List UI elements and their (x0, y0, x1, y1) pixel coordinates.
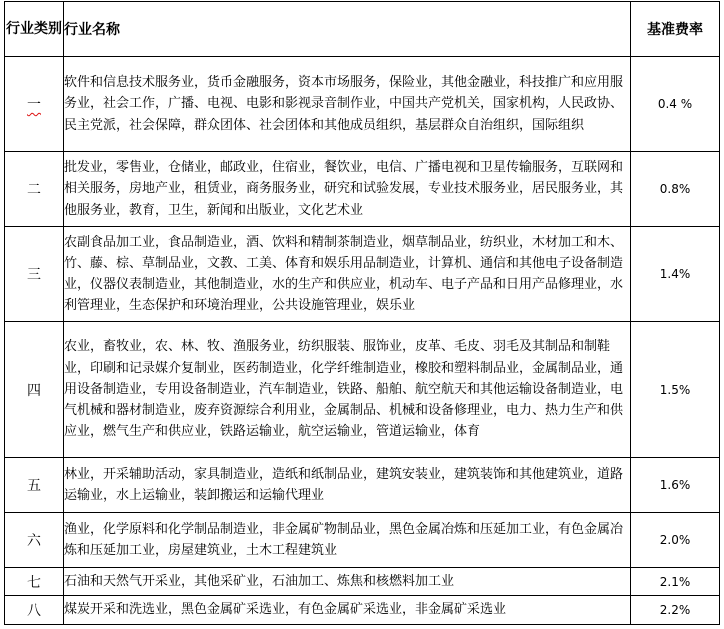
rate-value: 0.8% (659, 182, 691, 196)
rate-cell (631, 227, 720, 322)
category-cell (5, 152, 64, 227)
category-cell (5, 568, 64, 596)
category-label: 六 (27, 533, 41, 549)
industry-names-cell: 林业，开采辅助活动，家具制造业，造纸和纸制品业，建筑安装业，建筑装饰和其他建筑业，道路运输业，水上运输业，装卸搬运和运输代理业 (64, 458, 631, 513)
table-row (5, 152, 720, 227)
category-cell (5, 322, 64, 458)
industry-names-cell: 渔业，化学原料和化学制品制造业，非金属矿物制品业，黑色金属冶炼和压延加工业，有色金属冶炼和压延加工业，房屋建筑业，土木工程建筑业 (64, 513, 631, 568)
industry-names-cell: 石油和天然气开采业，其他采矿业，石油加工、炼焦和核燃料加工业 (64, 568, 631, 596)
rate-value: 1.6% (659, 478, 691, 492)
category-label: 四 (27, 382, 41, 399)
industry-names-cell: 煤炭开采和洗选业，黑色金属矿采选业，有色金属矿采选业，非金属矿采选业 (64, 596, 631, 625)
category-cell (5, 513, 64, 568)
header-industry-name: 行业名称 (64, 2, 631, 57)
rate-value: 0.4 % (657, 97, 693, 111)
table-row (5, 458, 720, 513)
rate-value: 1.4% (659, 267, 691, 281)
industry-names-cell: 批发业，零售业，仓储业，邮政业，住宿业，餐饮业，电信、广播电视和卫星传输服务，互联网和相关服务，房地产业，租赁业，商务服务业，研究和试验发展，专业技术服务业，居民服务业，其他服务业，教育，卫生，新闻和出版业，文化艺术业 (64, 152, 631, 227)
rate-value: 2.0% (659, 533, 691, 547)
rate-value: 2.1% (659, 574, 691, 589)
industry-names-cell: 农副食品加工业，食品制造业，酒、饮料和精制茶制造业，烟草制品业，纺织业，木材加工和木、竹、藤、棕、草制品业，文教、工美、体育和娱乐用品制造业，计算机、通信和其他电子设备制造业，仪器仪表制造业，其他制造业，水的生产和供应业，机动车、电子产品和日用产品修理业，水利管理业，生态保护和环境治理业，公共设施管理业，娱乐业 (64, 227, 631, 322)
table-row (5, 227, 720, 322)
rate-value: 2.2% (659, 603, 691, 617)
category-label: 七 (27, 574, 41, 591)
table-row (5, 513, 720, 568)
table-row (5, 322, 720, 458)
industry-rate-table (4, 1, 720, 625)
category-cell (5, 596, 64, 625)
rate-value: 1.5% (659, 382, 691, 397)
rate-cell (631, 322, 720, 458)
industry-names-cell: 农业，畜牧业，农、林、牧、渔服务业，纺织服装、服饰业，皮革、毛皮、羽毛及其制品和制鞋业，印刷和记录媒介复制业，医药制造业，化学纤维制造业，橡胶和塑料制品业，金属制品业，通用设备制造业，专用设备制造业，汽车制造业，铁路、船舶、航空航天和其他运输设备制造业，电气机械和器材制造业，废弃资源综合利用业，金属制品、机械和设备修理业，电力、热力生产和供应业，燃气生产和供应业，铁路运输业，航空运输业，管道运输业，体育 (64, 322, 631, 458)
category-label: 五 (27, 478, 41, 494)
table-row (5, 596, 720, 625)
table-row (5, 568, 720, 596)
category-label: 八 (27, 603, 41, 619)
rate-cell (631, 152, 720, 227)
rate-cell (631, 458, 720, 513)
rate-cell (631, 596, 720, 625)
category-label: 二 (27, 182, 41, 198)
table-row (5, 57, 720, 152)
industry-names-cell: 软件和信息技术服务业，货币金融服务，资本市场服务，保险业，其他金融业，科技推广和应用服务业，社会工作，广播、电视、电影和影视录音制作业，中国共产党机关，国家机构，人民政协、民主党派，社会保障，群众团体、社会团体和其他成员组织，基层群众自治组织，国际组织 (64, 57, 631, 152)
header-category: 行业类别 (5, 2, 64, 57)
rate-cell (631, 568, 720, 596)
category-label: 三 (27, 267, 41, 283)
category-cell (5, 458, 64, 513)
category-cell (5, 57, 64, 152)
header-base-rate: 基准费率 (631, 2, 720, 57)
rate-cell (631, 513, 720, 568)
category-cell (5, 227, 64, 322)
rate-cell (631, 57, 720, 152)
category-label: 一 (27, 97, 41, 113)
table-header-row (5, 2, 720, 57)
